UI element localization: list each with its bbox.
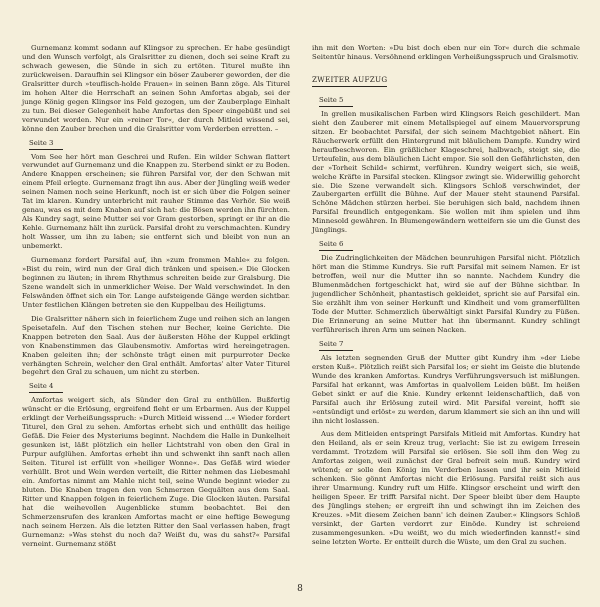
scene-heading: Seite 3	[29, 139, 63, 150]
left-column	[22, 44, 290, 554]
paragraph: Vom See her hört man Geschrei und Rufen. Ein wilder Schwan flattert verwundet auf Gurnemanz und die Knappen zu. Sterbend sinkt er zu Boden. Andere Knappen erscheinen; sie führen Parsifal vor, der den Schwan mit einem Pfeil erlegte. Gurnemanz fragt ihn aus. Aber der Jüngling weiß weder seinen Namen noch seine Herkunft, noch ist er sich über die Folgen seiner Tat im klaren. Kundry unterbricht mit rauher Stimme das Verhör. Sie weiß genau, was es mit dem Knaben auf sich hat: die Bösen werden ihn fürchten. Als Kundry sagt, seine Mutter sei vor Gram gestorben, springt er ihr an die Kehle. Gurnemanz hält ihn zurück. Parsifal droht zu verschmachten. Kundry holt Wasser, um ihn zu laben; sie entfernt sich und bleibt von nun an unbemerkt.	[22, 152, 290, 251]
paragraph: Amfortas weigert sich, als Sünder den Gral zu enthüllen. Bußfertig wünscht er die Erlösung, ergreifend fleht er um Erbarmen. Aus der Kuppel erklingt der Verheißungsspruch: »Durch Mitleid wissend ...« Wieder fordert Titurel, den Gral zu sehen. Amfortas erhebt sich und enthüllt das heilige Gefäß. Die Feier des Mysteriums beginnt. Nachdem die Halle in Dunkelheit gesunken ist, läßt plötzlich ein heller Lichtstrahl von oben den Gral in Purpur aufglühen. Amfortas erhebt ihn und schwenkt ihn sanft nach allen Seiten. Titurel ist erfüllt von »heiliger Wonne«. Das Gefäß wird wieder verhüllt. Brot und Wein werden verteilt, die Ritter nehmen das Liebesmahl ein. Amfortas nimmt am Mahle nicht teil, seine Wunde beginnt wieder zu bluten. Die Knaben tragen den von Schmerzen Gequälten aus dem Saal. Ritter und Knappen folgen in feierlichem Zuge. Die Glocken läuten. Parsifal hat die weihevollen Augenblicke stumm beobachtet. Bei den Schmerzensrufen des kranken Amfortas macht er eine heftige Bewegung nach seinem Herzen. Als die letzten Ritter den Saal verlassen haben, fragt Gurnemanz: »Was stehst du noch da? Weißt du, was du sahst?« Parsifal verneint. Gurnemanz stößt	[22, 396, 290, 548]
scene-heading: Seite 7	[319, 340, 353, 351]
paragraph: Als letzten segnenden Gruß der Mutter gibt Kundry ihm »der Liebe ersten Kuß«. Plötzlich reißt sich Parsifal los; er sieht im Geiste die blutende Wunde des kranken Amfortas. Kundrys Verführungsversuch ist mißlungen. Parsifal hat erkannt, was Amfortas in qualvollem Leiden büßt. Im heißen Gebet sinkt er auf die Knie. Kundry erkennt leidenschaftlich, daß von Parsifal auch ihr Erlösung zuteil wird. Mit Parsifal vereint, hofft sie »entsündigt und erlöst« zu werden, darum klammert sie sich an ihn und will ihn nicht loslassen.	[312, 353, 580, 425]
paragraph: Gurnemanz kommt sodann auf Klingsor zu sprechen. Er habe gesündigt und den Wunsch verfolgt, als Gralsritter zu dienen, doch sei seine Kraft zu schwach gewesen, die Sünde in sich zu ertöten. Titurel mußte ihn zurückweisen. Daraufhin sei Klingsor ein böser Zauberer geworden, der die Gralsritter durch »teuflisch-holde Frauen« in seinen Bann zöge. Als Titurel im hohen Alter die Herrschaft an seinen Sohn Amfortas abgab, sei der junge König gegen Klingsor ins Feld gezogen, um der Zauberplage Einhalt zu tun. Bei dieser Gelegenheit habe Amfortas den Speer eingebüßt und sei verwundet worden. Nur ein »reiner Tor«, der durch Mitleid wissend sei, könne den Zauber brechen und die Gralsritter vom Verderben erretten. –	[22, 44, 290, 133]
scene-heading: Seite 4	[29, 382, 63, 393]
scene-heading: Seite 6	[319, 240, 353, 251]
paragraph: Aus dem Mitleiden entspringt Parsifals Mitleid mit Amfortas. Kundry hat den Heiland, als er sein Kreuz trug, verlacht: Sie ist zu ewigem Irresein verdammt. Trotzdem will Parsifal sie erlösen. Sie soll ihm den Weg zu Amfortas zeigen, weil zunächst der Gral befreit sein muß. Kundry wird wütend; er solle den König im Verderben lassen und ihr sein Mitleid schenken. Sie gönnt Amfortas nicht die Erlösung. Parsifal reißt sich aus ihrer Umarmung. Kundry ruft um Hilfe. Klingsor erscheint und wirft den heiligen Speer. Er trifft Parsifal nicht. Der Speer bleibt über dem Haupte des Jünglings stehen; er ergreift ihn und schwingt ihn im Zeichen des Kreuzes. »Mit diesem Zeichen bann' ich deinen Zauber.« Klingsors Schloß versinkt, der Garten verdorrt zur Einöde. Kundry ist schreiend zusammengesunken. »Du weißt, wo du mich wiederfinden kannst!« sind seine letzten Worte. Er entteilt durch die Wüste, um den Gral zu suchen.	[312, 430, 580, 546]
paragraph: Die Gralsritter nähern sich in feierlichem Zuge und reihen sich an langen Speisetafeln. Auf den Tischen stehen nur Becher, keine Gerichte. Die Knappen betreten den Saal. Aus der äußersten Höhe der Kuppel erklingt von Knabenstimmen das Glaubensmotiv. Amfortas wird hereingetragen. Knaben geleiten ihn; der schönste trägt einen mit purpurroter Decke verhängten Schrein, welcher den Gral enthält. Amfortas' alter Vater Titurel begehrt den Gral zu schauen, um nicht zu sterben.	[22, 314, 290, 377]
page-number: 8	[297, 584, 303, 594]
right-column	[312, 44, 580, 552]
paragraph: ihn mit den Worten: »Du bist doch eben nur ein Tor« durch die schmale Seitentür hinaus. Versöhnend erklingen Verheißungsspruch und Gralsmotiv.	[312, 44, 580, 61]
act-heading: ZWEITER AUFZUG	[312, 75, 387, 87]
paragraph: Die Zudringlichkeiten der Mädchen beunruhigen Parsifal nicht. Plötzlich hört man die Stimme Kundrys. Sie ruft Parsifal mit seinem Namen. Er ist betroffen, weil nur die Mutter ihn so nannte. Nachdem Kundry die Blumenmädchen fortgeschickt hat, wird sie auf der Bühne sichtbar. In jugendlicher Schönheit, phantastisch gekleidet, spricht sie auf Parsifal ein. Sie erzählt ihm von seiner Herkunft und Kindheit und vom gramerfüllten Tode der Mutter. Schmerzlich überwältigt sinkt Parsifal Kundry zu Füßen. Die Erinnerung an seine Mutter hat ihn übermannt. Kundry schlingt verführerisch ihren Arm um seinen Nacken.	[312, 254, 580, 334]
scene-heading: Seite 5	[319, 96, 353, 107]
paragraph: Gurnemanz fordert Parsifal auf, ihn »zum frommen Mahle« zu folgen. »Bist du rein, wird nun der Gral dich tränken und speisen.« Die Glocken beginnen zu läuten; in ihrem Rhythmus schreiten beide zur Gralsburg. Die Szene wandelt sich in unmerklicher Weise. Der Wald verschwindet. In den Felswänden öffnet sich ein Tor. Lange aufsteigende Gänge werden sichtbar. Unter festlichen Klängen betreten sie den Kuppelbau des Heiligtums.	[22, 256, 290, 309]
paragraph: In grellen musikalischen Farben wird Klingsors Reich geschildert. Man sieht den Zauberer mit einem Metallspiegel auf einem Mauervorsprung sitzen. Er beobachtet Parsifal, der sich seinem Machtgebiet nähert. Ein Räucherwerk erfüllt den Hintergrund mit bläulichem Dampfe. Kundry wird heraufbeschworen. Ein gräßlicher Klageschrei, halbwach, steigt sie, die Urteufelin, aus dem bläulichen Licht empor. Sie soll den Gefährlichsten, den der »Torheit Schild« schirmt, verführen. Kundry weigert sich, sie weiß, welche Kräfte in Parsifal stecken. Klingsor zwingt sie. Widerwillig gehorcht sie. Die Szene verwandelt sich. Klingsors Schloß verschwindet, der Zaubergarten erfüllt die Bühne. Auf der Mauer steht staunend Parsifal. Schöne Mädchen stürzen herbei. Sie beruhigen sich bald, nachdem ihnen Parsifal freundlich entgegenkam. Sie wollen mit ihm spielen und ihm Minnesold gewähren. In Blumengewändern wetteifern sie um die Gunst des Jünglings.	[312, 109, 580, 235]
